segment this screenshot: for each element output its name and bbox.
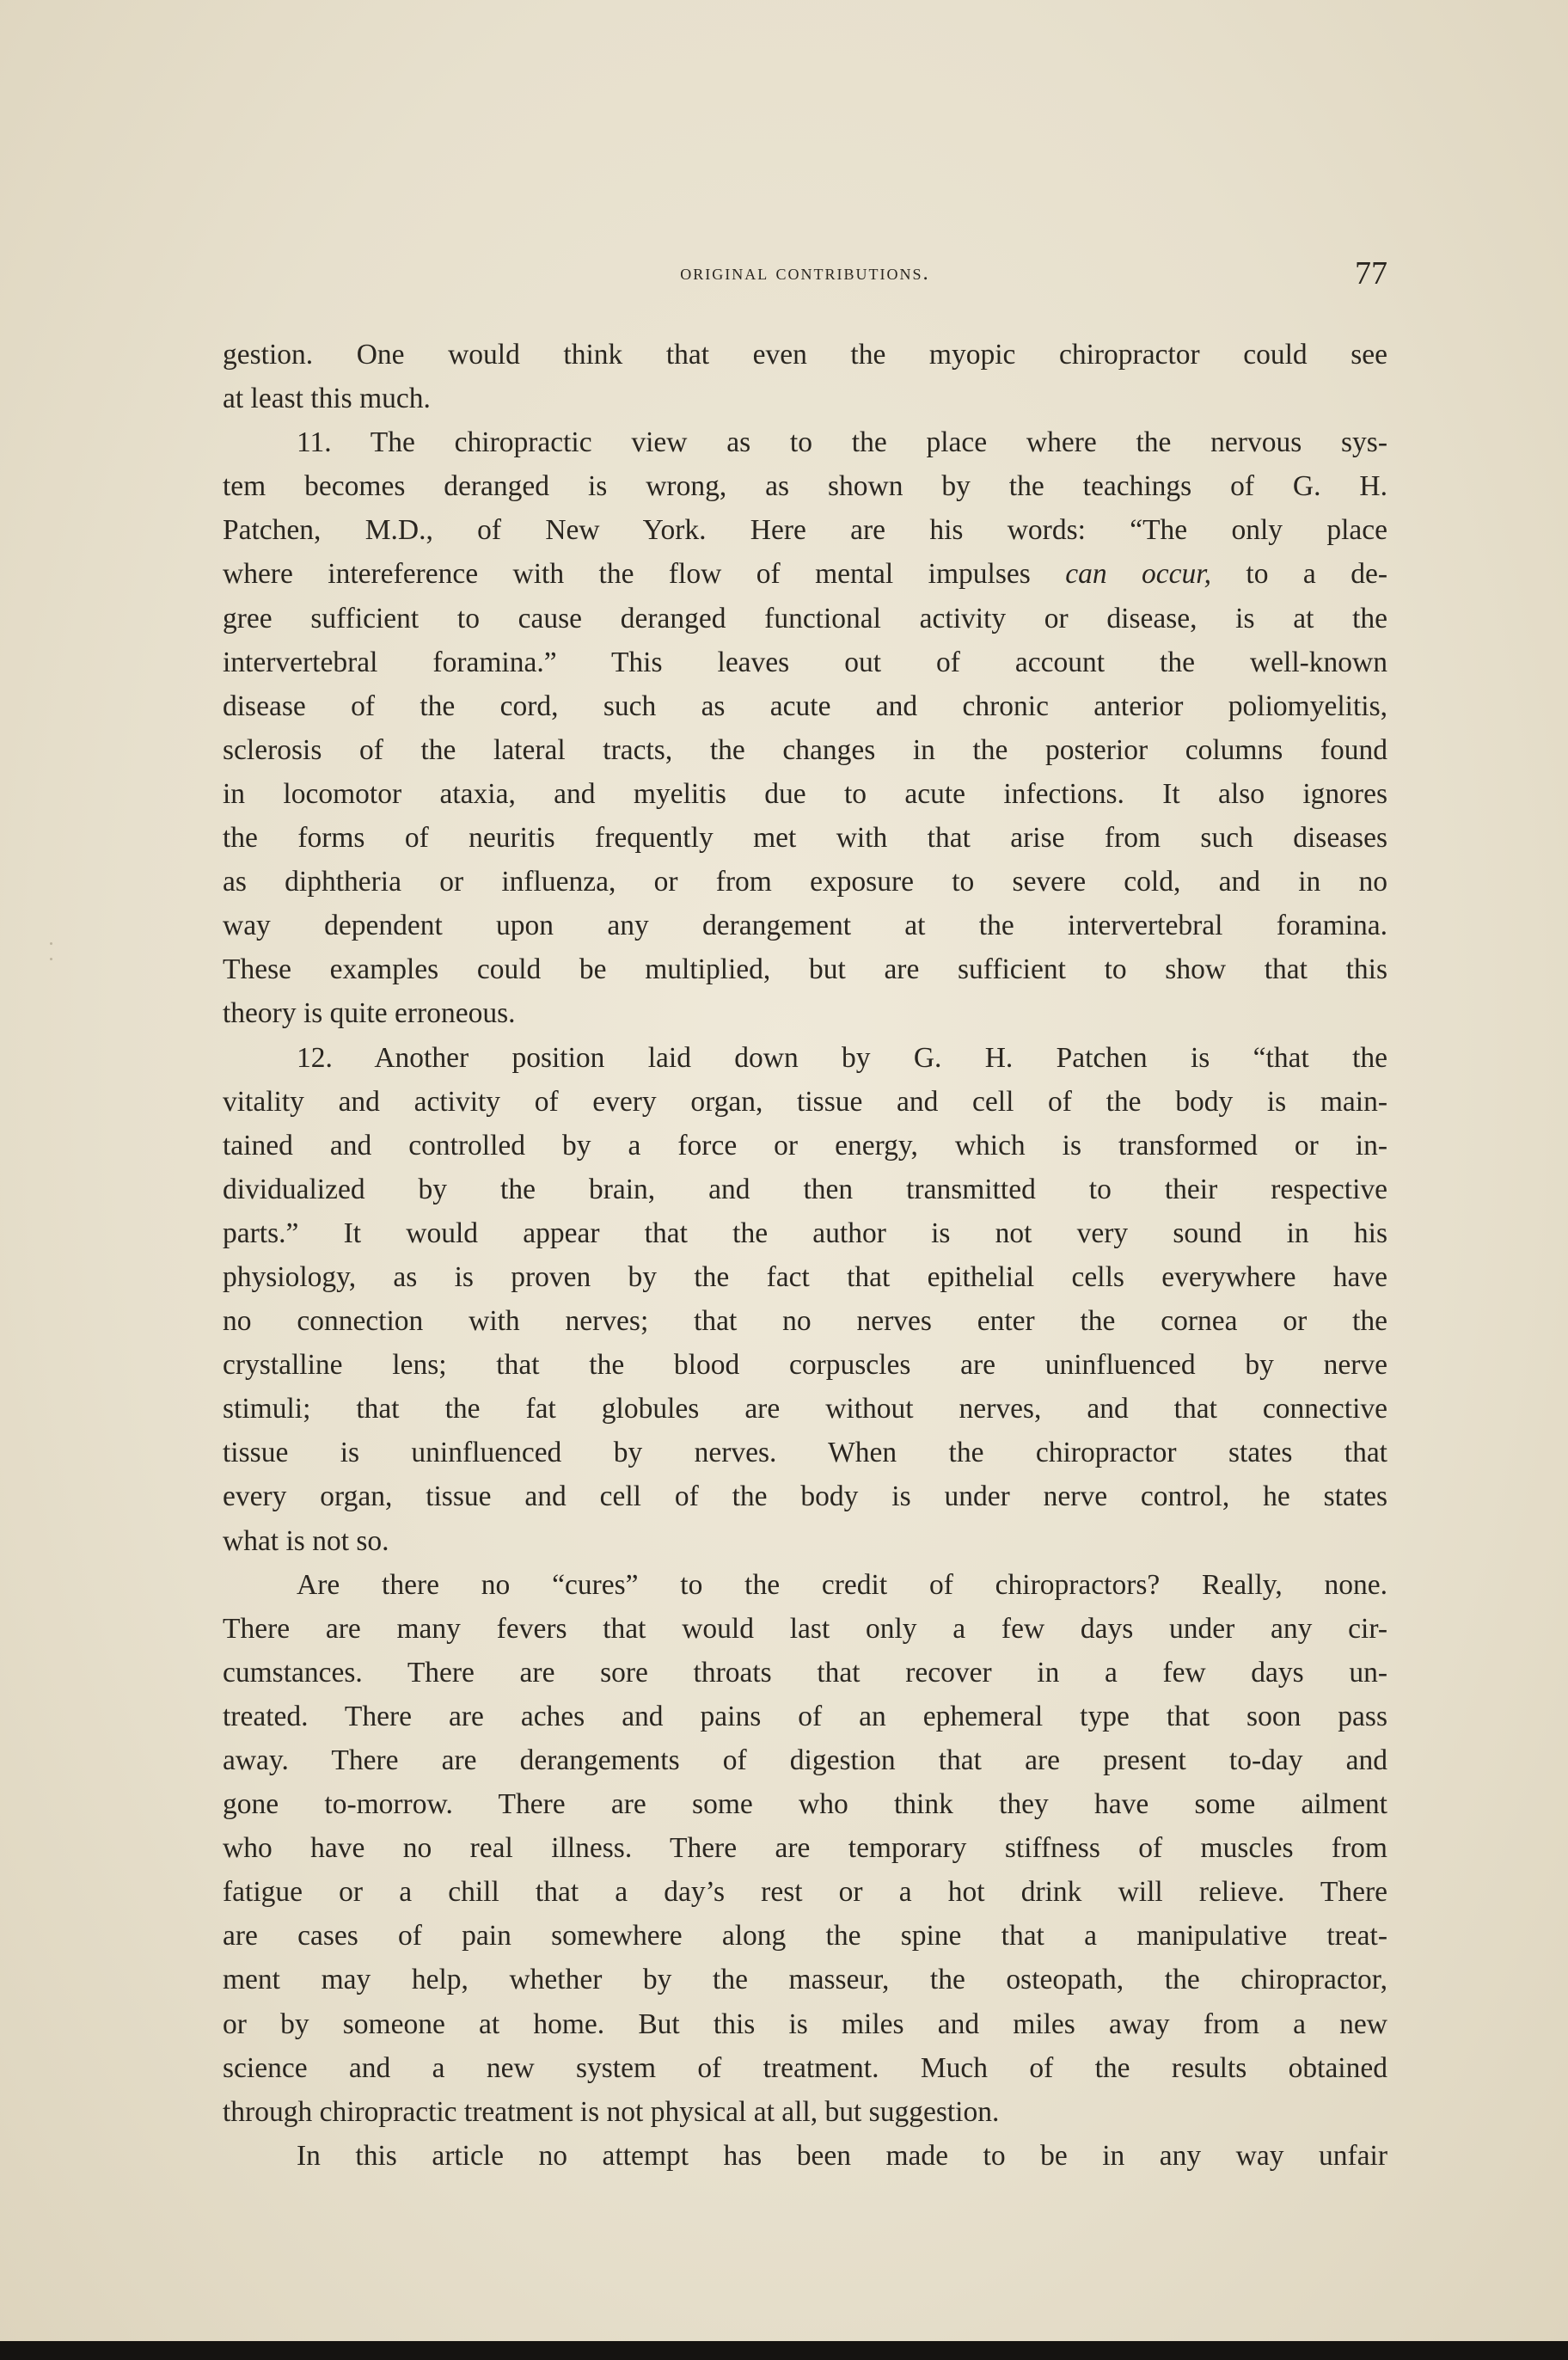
text-line bbox=[223, 1607, 1387, 1651]
text-line-content: treated. There are aches and pains of an ephemeral type that soon pass bbox=[223, 1700, 1387, 1732]
text-line-content: the forms of neuritis frequently met with that arise from such diseases bbox=[223, 822, 1387, 855]
text-line-content: cumstances. There are sore throats that recover in a few days un- bbox=[223, 1656, 1387, 1689]
text-line bbox=[223, 728, 1387, 772]
text-line-content: 12. Another position laid down by G. H. Patchen is “that the bbox=[297, 1041, 1387, 1074]
text-line bbox=[223, 2134, 1387, 2178]
text-line-content: away. There are derangements of digestion that are present to-day and bbox=[223, 1744, 1387, 1776]
text-line bbox=[223, 2002, 1387, 2046]
text-line bbox=[223, 1343, 1387, 1387]
text-line bbox=[223, 1914, 1387, 1958]
running-head: original contributions. bbox=[680, 261, 930, 285]
text-line bbox=[223, 508, 1387, 552]
text-line-content: science and a new system of treatment. Much of the results obtained bbox=[223, 2051, 1387, 2084]
text-line bbox=[223, 816, 1387, 860]
text-line bbox=[223, 641, 1387, 684]
text-line-content: There are many fevers that would last only a few days under any cir- bbox=[223, 1612, 1387, 1645]
page-header bbox=[223, 254, 1387, 297]
text-line-content: gestion. One would think that even the myopic chiropractor could see bbox=[223, 339, 1387, 371]
text-line bbox=[223, 1826, 1387, 1870]
text-line bbox=[223, 860, 1387, 904]
text-line-content: parts.” It would appear that the author is not very sound in his bbox=[223, 1217, 1387, 1249]
text-line bbox=[223, 377, 1387, 420]
text-line-content: Patchen, M.D., of New York. Here are his words: “The only place bbox=[223, 514, 1387, 547]
text-line-content: 11. The chiropractic view as to the place where the nervous sys- bbox=[297, 426, 1387, 459]
text-line-content: at least this much. bbox=[223, 383, 431, 415]
text-line-content: These examples could be multiplied, but are sufficient to show that this bbox=[223, 953, 1387, 986]
text-line bbox=[223, 1563, 1387, 1607]
text-line-content: Are there no “cures” to the credit of chiropractors? Really, none. bbox=[297, 1568, 1387, 1601]
text-line-content: theory is quite erroneous. bbox=[223, 997, 516, 1030]
text-line bbox=[223, 1519, 1387, 1563]
text-line-content: dividualized by the brain, and then transmitted to their respective bbox=[223, 1173, 1387, 1205]
text-line-content: stimuli; that the fat globules are without nerves, and that connective bbox=[223, 1393, 1387, 1425]
text-line bbox=[223, 1168, 1387, 1211]
text-line bbox=[223, 772, 1387, 816]
text-line bbox=[223, 1651, 1387, 1695]
text-line-content: or by someone at home. But this is miles and miles away from a new bbox=[223, 2008, 1387, 2040]
page-number: 77 bbox=[1355, 255, 1387, 291]
text-line bbox=[223, 2090, 1387, 2134]
text-line bbox=[223, 904, 1387, 947]
text-line bbox=[223, 1387, 1387, 1431]
text-line bbox=[223, 947, 1387, 991]
text-line bbox=[223, 464, 1387, 508]
text-line-content: through chiropractic treatment is not physical at all, but suggestion. bbox=[223, 2095, 1000, 2128]
text-line-content: are cases of pain somewhere along the spine that a manipulative treat- bbox=[223, 1920, 1387, 1952]
text-line bbox=[223, 1695, 1387, 1738]
text-line-content: ment may help, whether by the masseur, the osteopath, the chiropractor, bbox=[223, 1964, 1387, 1996]
text-line-content: way dependent upon any derangement at the intervertebral foramina. bbox=[223, 910, 1387, 942]
text-line-content: intervertebral foramina.” This leaves out of account the well-known bbox=[223, 646, 1387, 678]
text-line bbox=[223, 597, 1387, 641]
text-line bbox=[223, 684, 1387, 728]
text-line bbox=[223, 1958, 1387, 2001]
text-line bbox=[223, 420, 1387, 464]
text-line-content: In this article no attempt has been made to be in any way unfair bbox=[297, 2139, 1387, 2172]
text-line bbox=[223, 991, 1387, 1035]
article-body bbox=[223, 333, 1387, 2178]
italic-phrase: can occur, bbox=[1065, 558, 1211, 591]
text-line-content: what is not so. bbox=[223, 1524, 389, 1557]
text-line bbox=[223, 2046, 1387, 2090]
text-line-content: disease of the cord, such as acute and chronic anterior poliomyelitis, bbox=[223, 690, 1387, 722]
text-line bbox=[223, 1211, 1387, 1255]
text-line bbox=[223, 1124, 1387, 1168]
text-line-content: crystalline lens; that the blood corpuscles are uninfluenced by nerve bbox=[223, 1349, 1387, 1382]
text-line-tail: to a de- bbox=[1210, 558, 1388, 591]
text-line bbox=[223, 1299, 1387, 1343]
text-line-content: gone to-morrow. There are some who think they have some ailment bbox=[223, 1788, 1387, 1821]
text-line bbox=[223, 1782, 1387, 1826]
text-line-content: sclerosis of the lateral tracts, the changes in the posterior columns found bbox=[223, 733, 1387, 766]
text-line-content: tained and controlled by a force or energy, which is transformed or in- bbox=[223, 1129, 1387, 1162]
text-line-content: gree sufficient to cause deranged functional activity or disease, is at the bbox=[223, 602, 1387, 634]
text-line-content: where intereference with the flow of mental impulses bbox=[223, 558, 1066, 591]
text-line bbox=[223, 1870, 1387, 1914]
text-line-content: every organ, tissue and cell of the body is under nerve control, he states bbox=[223, 1480, 1387, 1513]
text-line bbox=[223, 1080, 1387, 1124]
text-line-content: fatigue or a chill that a day’s rest or a hot drink will relieve. There bbox=[223, 1876, 1387, 1909]
text-line bbox=[223, 1036, 1387, 1080]
text-line bbox=[223, 552, 1387, 596]
text-line bbox=[223, 1255, 1387, 1299]
paper-speck bbox=[50, 934, 84, 937]
text-line-content: tem becomes deranged is wrong, as shown by the teachings of G. H. bbox=[223, 470, 1387, 503]
text-line-content: no connection with nerves; that no nerves enter the cornea or the bbox=[223, 1305, 1387, 1338]
text-line-content: physiology, as is proven by the fact that epithelial cells everywhere have bbox=[223, 1260, 1387, 1293]
text-line bbox=[223, 1474, 1387, 1518]
page-bottom-edge bbox=[0, 2341, 1568, 2360]
text-line-content: vitality and activity of every organ, tissue and cell of the body is main- bbox=[223, 1085, 1387, 1118]
text-line bbox=[223, 333, 1387, 377]
text-line-content: tissue is uninfluenced by nerves. When the chiropractor states that bbox=[223, 1437, 1387, 1469]
text-line bbox=[223, 1431, 1387, 1474]
text-line-content: in locomotor ataxia, and myelitis due to acute infections. It also ignores bbox=[223, 777, 1387, 810]
text-line bbox=[223, 1738, 1387, 1782]
text-line-content: as diphtheria or influenza, or from exposure to severe cold, and in no bbox=[223, 866, 1387, 898]
text-line-content: who have no real illness. There are temporary stiffness of muscles from bbox=[223, 1832, 1387, 1865]
